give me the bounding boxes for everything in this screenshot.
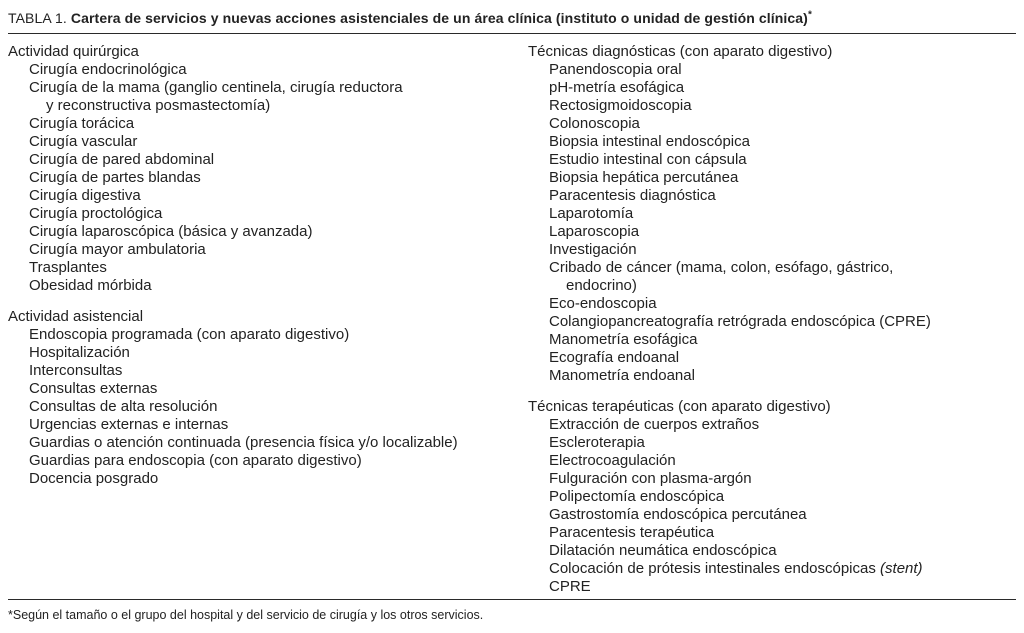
service-item-line: Urgencias externas e internas (29, 416, 229, 433)
service-item (528, 331, 1016, 349)
service-item-line: Cirugía torácica (29, 115, 135, 132)
service-item (8, 326, 528, 344)
service-item-line-continued: y reconstructiva posmastectomía) (46, 97, 271, 114)
left-column (8, 43, 528, 599)
service-item-line: Laparoscopia (549, 223, 640, 240)
service-item-line: Endoscopia programada (con aparato digestivo) (29, 326, 350, 343)
service-item-line: Fulguración con plasma-argón (549, 470, 752, 487)
service-item (528, 79, 1016, 97)
service-item-line: CPRE (549, 578, 591, 595)
service-item (528, 205, 1016, 223)
service-item (528, 434, 1016, 452)
service-item (8, 241, 528, 259)
table-body (8, 34, 1016, 599)
service-item-line: Estudio intestinal con cápsula (549, 151, 747, 168)
service-item (528, 223, 1016, 241)
service-item (8, 223, 528, 241)
service-item (528, 560, 1016, 578)
service-item-line: Manometría esofágica (549, 331, 698, 348)
service-item-line: Hospitalización (29, 344, 130, 361)
service-item-line: Eco-endoscopia (549, 295, 657, 312)
service-section (8, 308, 528, 488)
service-item-line: Trasplantes (29, 259, 107, 276)
service-item-line: Colonoscopia (549, 115, 640, 132)
service-item (8, 398, 528, 416)
footnote: *Según el tamaño o el grupo del hospital y del servicio de cirugía y los otros servicios. (8, 608, 484, 622)
service-item-line: Cirugía endocrinológica (29, 61, 187, 78)
service-item-line: Polipectomía endoscópica (549, 488, 725, 505)
service-item (8, 151, 528, 169)
service-item (528, 367, 1016, 385)
service-item (528, 133, 1016, 151)
service-item (8, 259, 528, 277)
service-item-line: Escleroterapia (549, 434, 645, 451)
service-item (528, 542, 1016, 560)
service-item-line: pH-metría esofágica (549, 79, 685, 96)
service-item-line: Paracentesis terapéutica (549, 524, 715, 541)
service-item (8, 277, 528, 295)
service-item-line: Cirugía laparoscópica (básica y avanzada) (29, 223, 313, 240)
service-item (8, 61, 528, 79)
service-item (528, 295, 1016, 313)
service-item (8, 187, 528, 205)
service-item-line: Laparotomía (549, 205, 634, 222)
service-item-line: Cirugía mayor ambulatoria (29, 241, 206, 258)
service-item-line: Cirugía proctológica (29, 205, 163, 222)
service-item (8, 470, 528, 488)
service-item-line: Docencia posgrado (29, 470, 159, 487)
service-item-line: Rectosigmoidoscopia (549, 97, 692, 114)
service-item (8, 362, 528, 380)
section-heading: Actividad asistencial (8, 308, 144, 325)
service-item (8, 434, 528, 452)
service-item-line (549, 560, 1016, 578)
service-item-line: Investigación (549, 241, 637, 258)
service-item (528, 187, 1016, 205)
service-item-line: Cribado de cáncer (mama, colon, esófago, gástrico, (549, 259, 894, 276)
service-item-line: Consultas de alta resolución (29, 398, 218, 415)
service-item (528, 241, 1016, 259)
service-item-line: Electrocoagulación (549, 452, 676, 469)
service-item (528, 97, 1016, 115)
service-item-line: Guardias para endoscopia (con aparato digestivo) (29, 452, 362, 469)
italic-term: (stent) (880, 560, 923, 577)
section-heading: Técnicas terapéuticas (con aparato digestivo) (528, 398, 831, 415)
service-item (528, 524, 1016, 542)
table-title-text: Cartera de servicios y nuevas acciones asistenciales de un área clínica (instituto o unidad de gestión clínica) (70, 10, 808, 26)
service-item (8, 380, 528, 398)
service-item-line: Cirugía digestiva (29, 187, 141, 204)
service-item (8, 452, 528, 470)
service-item-line: Panendoscopia oral (549, 61, 682, 78)
service-item (528, 259, 1016, 295)
service-item-line: Cirugía vascular (29, 133, 138, 150)
service-item (528, 452, 1016, 470)
section-heading: Técnicas diagnósticas (con aparato digestivo) (528, 43, 833, 60)
service-item (528, 416, 1016, 434)
service-item (8, 115, 528, 133)
service-item-line: Cirugía de partes blandas (29, 169, 201, 186)
service-item-line: Manometría endoanal (549, 367, 695, 384)
service-item (528, 115, 1016, 133)
service-item-line: Paracentesis diagnóstica (549, 187, 716, 204)
service-item (528, 169, 1016, 187)
service-item-text: Colocación de prótesis intestinales endoscópicas (549, 560, 881, 577)
service-item-line-continued: endocrino) (566, 277, 637, 294)
service-item (8, 169, 528, 187)
service-item-line: Biopsia hepática percutánea (549, 169, 739, 186)
table-number-label: TABLA 1. (8, 10, 67, 26)
service-item (528, 61, 1016, 79)
service-section (8, 43, 528, 295)
service-item (528, 578, 1016, 596)
service-item (8, 79, 528, 115)
service-item-line: Extracción de cuerpos extraños (549, 416, 760, 433)
service-item-line: Ecografía endoanal (549, 349, 680, 366)
service-item (8, 133, 528, 151)
service-item-line: Biopsia intestinal endoscópica (549, 133, 750, 150)
service-item (528, 313, 1016, 331)
service-item-line: Interconsultas (29, 362, 123, 379)
service-item-line: Cirugía de pared abdominal (29, 151, 215, 168)
service-item (528, 488, 1016, 506)
service-item (8, 416, 528, 434)
service-section (528, 398, 1016, 596)
section-heading: Actividad quirúrgica (8, 43, 139, 60)
service-item (528, 349, 1016, 367)
service-item-line: Consultas externas (29, 380, 158, 397)
service-item-line: Dilatación neumática endoscópica (549, 542, 777, 559)
service-item-line: Colangiopancreatografía retrógrada endoscópica (CPRE) (549, 313, 931, 330)
service-item-line: Obesidad mórbida (29, 277, 152, 294)
right-column (528, 43, 1016, 599)
service-item-line: Gastrostomía endoscópica percutánea (549, 506, 807, 523)
service-item (528, 470, 1016, 488)
service-item (8, 344, 528, 362)
title-asterisk: * (807, 9, 812, 21)
service-item (528, 506, 1016, 524)
table-title (8, 6, 1016, 33)
service-section (528, 43, 1016, 385)
service-item (528, 151, 1016, 169)
service-item (8, 205, 528, 223)
service-item-line: Cirugía de la mama (ganglio centinela, cirugía reductora (29, 79, 403, 96)
service-item-line: Guardias o atención continuada (presencia física y/o localizable) (29, 434, 458, 451)
